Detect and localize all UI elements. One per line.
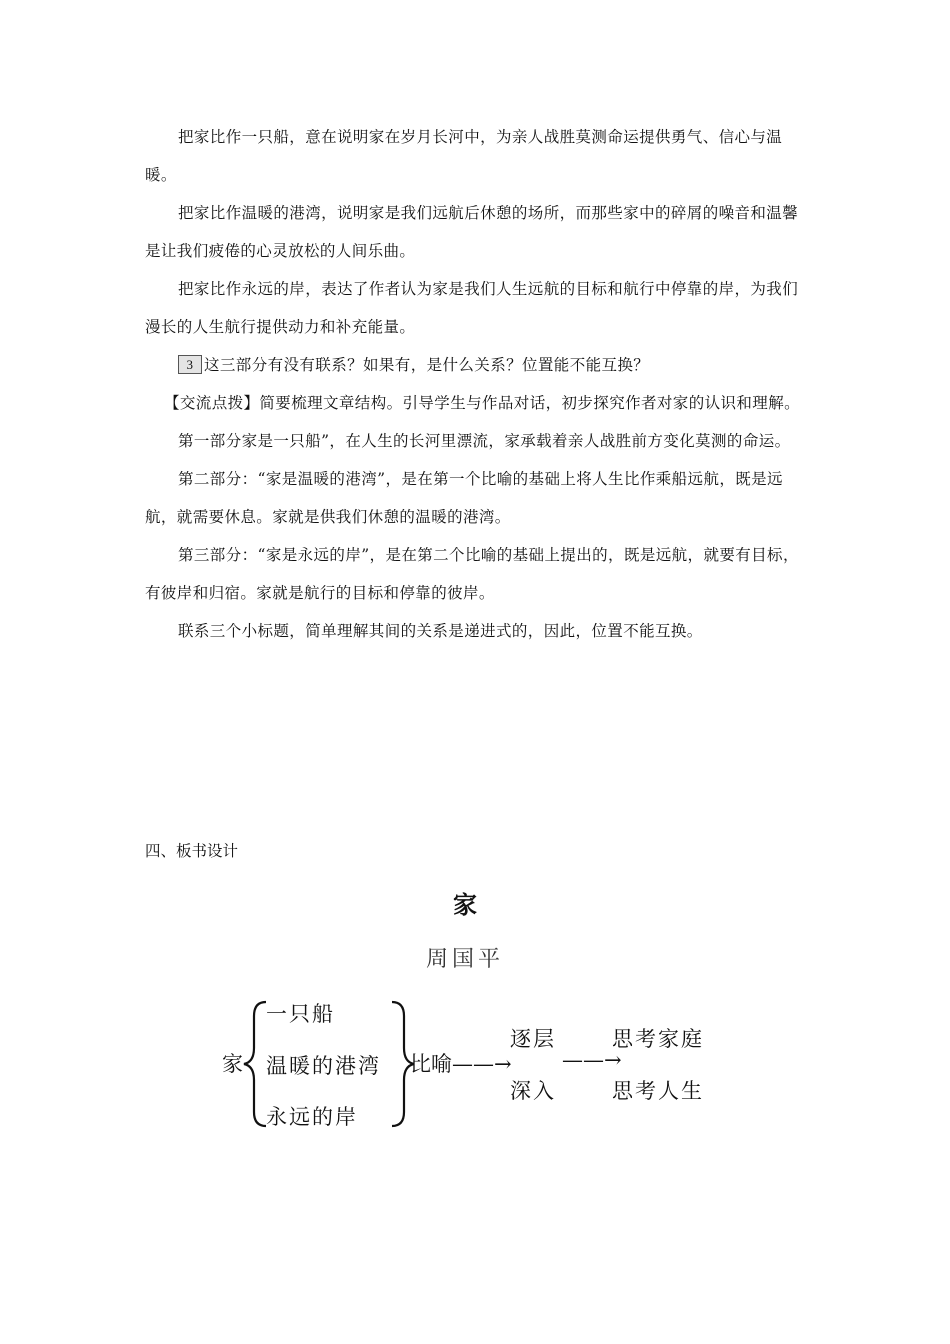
paragraph-harbor: 把家比作温暖的港湾，说明家是我们远航后休憩的场所，而那些家中的碎屑的噪音和温馨是让我们疲倦的心灵放松的人间乐曲。: [145, 204, 799, 260]
answer-tag: 【交流点拨】: [164, 394, 260, 412]
answer-intro: [145, 384, 810, 422]
answer-text: 简要梳理文章结构。引导学生与作品对话，初步探究作者对家的认识和理解。: [259, 394, 801, 412]
board-progress-bottom: 深入: [510, 1079, 556, 1103]
section-heading: 四、板书设计: [145, 842, 239, 860]
question-text: 这三部分有没有联系？如果有，是什么关系？位置能不能互换？: [204, 356, 650, 374]
board-root-label: 家: [222, 1052, 245, 1076]
answer-point-3: 第三部分：“家是永远的岸”，是在第二个比喻的基础上提出的，既是远航，就要有目标，有彼岸和归宿。家就是航行的目标和停靠的彼岸。: [145, 546, 799, 602]
board-progress-top: 逐层: [510, 1027, 556, 1051]
answer-point-4: 联系三个小标题，简单理解其间的关系是递进式的，因此，位置不能互换。: [178, 622, 703, 640]
board-item-shore: 永远的岸: [266, 1105, 358, 1129]
answer-point-2: 第二部分：“家是温暖的港湾”，是在第一个比喻的基础上将人生比作乘船远航，既是远航，就需要休息。家就是供我们休憩的温暖的港湾。: [145, 470, 783, 526]
question-number-badge: 3: [178, 355, 202, 374]
board-relation: 比喻——→: [410, 1052, 512, 1076]
paragraph-shore: 把家比作永远的岸，表达了作者认为家是我们人生远航的目标和航行中停靠的岸，为我们漫长的人生航行提供动力和补充能量。: [145, 280, 799, 336]
left-brace: [244, 1002, 266, 1126]
board-result-life: 思考人生: [612, 1079, 704, 1103]
board-item-harbor: 温暖的港湾: [266, 1054, 381, 1078]
answer-point-1: 第一部分家是一只船”，在人生的长河里漂流，家承载着亲人战胜前方变化莫测的命运。: [178, 432, 791, 450]
board-item-boat: 一只船: [266, 1002, 335, 1026]
question-line: [145, 346, 810, 384]
board-title: 家: [453, 891, 477, 919]
document-body: [145, 118, 810, 650]
board-result-family: 思考家庭: [612, 1027, 704, 1051]
paragraph-boat: 把家比作一只船，意在说明家在岁月长河中，为亲人战胜莫测命运提供勇气、信心与温暖。: [145, 128, 783, 184]
board-author: 周国平: [425, 947, 504, 972]
board-arrow: ——→: [562, 1048, 622, 1072]
